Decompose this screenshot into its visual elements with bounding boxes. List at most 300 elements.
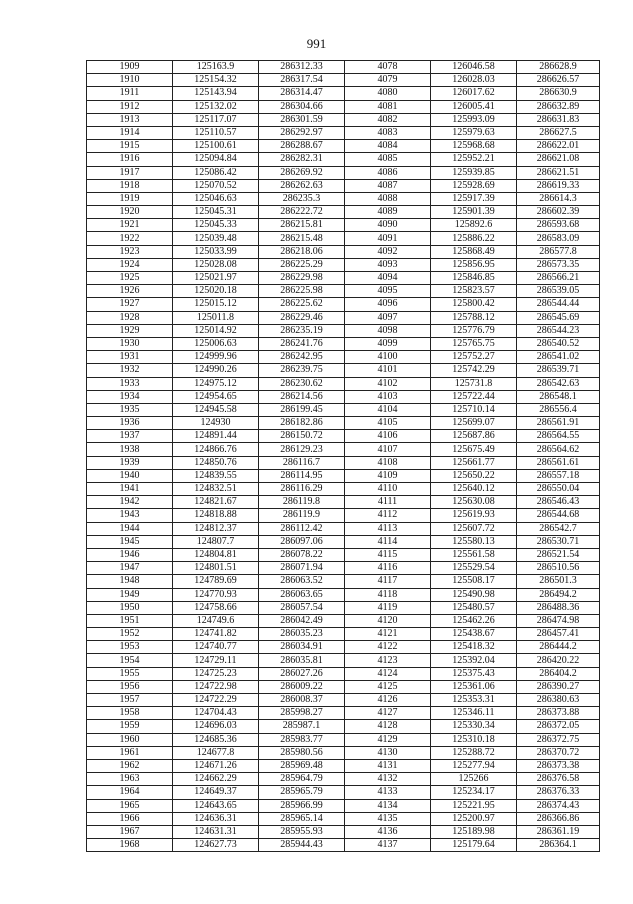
- table-cell: 1941: [87, 483, 173, 496]
- table-cell: 286057.54: [259, 601, 345, 614]
- table-cell: 1932: [87, 364, 173, 377]
- table-cell: 126005.41: [431, 100, 517, 113]
- table-cell: 124812.37: [173, 522, 259, 535]
- table-cell: 124945.58: [173, 403, 259, 416]
- table-cell: 1911: [87, 87, 173, 100]
- table-cell: 1944: [87, 522, 173, 535]
- table-cell: 125856.95: [431, 258, 517, 271]
- table-cell: 286573.35: [517, 258, 600, 271]
- table-cell: 286564.62: [517, 443, 600, 456]
- table-cell: 1948: [87, 575, 173, 588]
- table-row: [87, 654, 600, 667]
- table-cell: 286457.41: [517, 628, 600, 641]
- table-row: [87, 812, 600, 825]
- table-cell: 286008.37: [259, 694, 345, 707]
- table-cell: 124740.77: [173, 641, 259, 654]
- table-cell: 286550.04: [517, 483, 600, 496]
- table-cell: 1916: [87, 153, 173, 166]
- table-cell: 1927: [87, 298, 173, 311]
- table-cell: 286444.2: [517, 641, 600, 654]
- table-cell: 286288.67: [259, 140, 345, 153]
- table-row: [87, 337, 600, 350]
- table-cell: 286027.26: [259, 667, 345, 680]
- table-cell: 286583.09: [517, 232, 600, 245]
- table-cell: 285969.48: [259, 759, 345, 772]
- table-cell: 125722.44: [431, 390, 517, 403]
- table-cell: 286577.8: [517, 245, 600, 258]
- table-row: [87, 153, 600, 166]
- table-cell: 124631.31: [173, 825, 259, 838]
- table-cell: 286390.27: [517, 680, 600, 693]
- table-cell: 286241.76: [259, 337, 345, 350]
- table-cell: 4129: [345, 733, 431, 746]
- table-cell: 1929: [87, 324, 173, 337]
- table-cell: 4117: [345, 575, 431, 588]
- table-cell: 286521.54: [517, 548, 600, 561]
- table-cell: 1934: [87, 390, 173, 403]
- table-cell: 1912: [87, 100, 173, 113]
- table-cell: 125952.21: [431, 153, 517, 166]
- table-cell: 286009.22: [259, 680, 345, 693]
- table-cell: 286116.7: [259, 456, 345, 469]
- table-cell: 286262.63: [259, 179, 345, 192]
- table-cell: 125310.18: [431, 733, 517, 746]
- table-cell: 285987.1: [259, 720, 345, 733]
- table-cell: 4120: [345, 614, 431, 627]
- table-cell: 124954.65: [173, 390, 259, 403]
- table-cell: 125823.57: [431, 285, 517, 298]
- table-row: [87, 126, 600, 139]
- table-cell: 125490.98: [431, 588, 517, 601]
- table-cell: 4094: [345, 272, 431, 285]
- table-cell: 1961: [87, 746, 173, 759]
- table-row: [87, 548, 600, 561]
- table-cell: 4116: [345, 562, 431, 575]
- table-cell: 286129.23: [259, 443, 345, 456]
- table-cell: 125619.93: [431, 509, 517, 522]
- table-cell: 286078.22: [259, 548, 345, 561]
- table-cell: 1952: [87, 628, 173, 641]
- table-cell: 4084: [345, 140, 431, 153]
- table-cell: 286374.43: [517, 799, 600, 812]
- table-cell: 286063.52: [259, 575, 345, 588]
- table-cell: 286372.75: [517, 733, 600, 746]
- table-cell: 285965.14: [259, 812, 345, 825]
- table-cell: 1917: [87, 166, 173, 179]
- table-cell: 125699.07: [431, 417, 517, 430]
- table-cell: 286564.55: [517, 430, 600, 443]
- table-cell: 1920: [87, 206, 173, 219]
- table-cell: 4083: [345, 126, 431, 139]
- table-cell: 286627.5: [517, 126, 600, 139]
- table-cell: 286494.2: [517, 588, 600, 601]
- coordinates-table-body: [87, 61, 600, 852]
- table-cell: 125418.32: [431, 641, 517, 654]
- table-cell: 1918: [87, 179, 173, 192]
- table-cell: 1967: [87, 825, 173, 838]
- table-cell: 125143.94: [173, 87, 259, 100]
- table-row: [87, 667, 600, 680]
- table-cell: 286628.9: [517, 61, 600, 74]
- table-row: [87, 614, 600, 627]
- table-row: [87, 535, 600, 548]
- table-cell: 286373.88: [517, 707, 600, 720]
- table-cell: 286622.01: [517, 140, 600, 153]
- table-cell: 4079: [345, 74, 431, 87]
- table-cell: 124839.55: [173, 469, 259, 482]
- table-cell: 125234.17: [431, 786, 517, 799]
- table-cell: 4121: [345, 628, 431, 641]
- table-cell: 286561.91: [517, 417, 600, 430]
- table-cell: 286215.81: [259, 219, 345, 232]
- table-cell: 4135: [345, 812, 431, 825]
- table-cell: 125917.39: [431, 192, 517, 205]
- table-cell: 1937: [87, 430, 173, 443]
- table-cell: 125011.8: [173, 311, 259, 324]
- table-cell: 286116.29: [259, 483, 345, 496]
- table-cell: 124722.98: [173, 680, 259, 693]
- table-row: [87, 443, 600, 456]
- table-cell: 125375.43: [431, 667, 517, 680]
- table-cell: 124749.6: [173, 614, 259, 627]
- table-cell: 125221.95: [431, 799, 517, 812]
- table-cell: 286215.48: [259, 232, 345, 245]
- table-cell: 125039.48: [173, 232, 259, 245]
- table-cell: 125640.12: [431, 483, 517, 496]
- table-cell: 125529.54: [431, 562, 517, 575]
- table-cell: 286035.81: [259, 654, 345, 667]
- table-cell: 286225.62: [259, 298, 345, 311]
- table-cell: 285980.56: [259, 746, 345, 759]
- table-row: [87, 496, 600, 509]
- table-row: [87, 456, 600, 469]
- table-cell: 1921: [87, 219, 173, 232]
- table-row: [87, 575, 600, 588]
- table-cell: 125742.29: [431, 364, 517, 377]
- table-row: [87, 232, 600, 245]
- table-row: [87, 74, 600, 87]
- table-cell: 4130: [345, 746, 431, 759]
- table-cell: 125939.85: [431, 166, 517, 179]
- table-cell: 124770.93: [173, 588, 259, 601]
- table-cell: 4128: [345, 720, 431, 733]
- table-cell: 4080: [345, 87, 431, 100]
- table-cell: 286404.2: [517, 667, 600, 680]
- table-row: [87, 192, 600, 205]
- table-cell: 124789.69: [173, 575, 259, 588]
- table-cell: 125015.12: [173, 298, 259, 311]
- table-cell: 125580.13: [431, 535, 517, 548]
- table-cell: 286545.69: [517, 311, 600, 324]
- table-cell: 125288.72: [431, 746, 517, 759]
- table-cell: 1909: [87, 61, 173, 74]
- table-cell: 4103: [345, 390, 431, 403]
- table-cell: 125788.12: [431, 311, 517, 324]
- table-cell: 4123: [345, 654, 431, 667]
- table-cell: 1955: [87, 667, 173, 680]
- table-cell: 286614.3: [517, 192, 600, 205]
- table-cell: 286561.61: [517, 456, 600, 469]
- table-cell: 285998.27: [259, 707, 345, 720]
- table-cell: 125117.07: [173, 113, 259, 126]
- table-cell: 286546.43: [517, 496, 600, 509]
- table-cell: 1925: [87, 272, 173, 285]
- table-cell: 1968: [87, 839, 173, 852]
- table-cell: 1959: [87, 720, 173, 733]
- table-row: [87, 773, 600, 786]
- table-cell: 125361.06: [431, 680, 517, 693]
- table-cell: 285964.79: [259, 773, 345, 786]
- table-cell: 125006.63: [173, 337, 259, 350]
- table-cell: 4088: [345, 192, 431, 205]
- table-cell: 124729.11: [173, 654, 259, 667]
- table-row: [87, 258, 600, 271]
- table-cell: 1950: [87, 601, 173, 614]
- table-cell: 286602.39: [517, 206, 600, 219]
- table-cell: 286541.02: [517, 351, 600, 364]
- table-cell: 286540.52: [517, 337, 600, 350]
- table-cell: 125800.42: [431, 298, 517, 311]
- table-cell: 125776.79: [431, 324, 517, 337]
- table-cell: 286376.58: [517, 773, 600, 786]
- table-cell: 124671.26: [173, 759, 259, 772]
- table-row: [87, 694, 600, 707]
- table-cell: 4107: [345, 443, 431, 456]
- table-cell: 4124: [345, 667, 431, 680]
- table-cell: 124804.81: [173, 548, 259, 561]
- table-cell: 1962: [87, 759, 173, 772]
- table-cell: 1924: [87, 258, 173, 271]
- table-row: [87, 483, 600, 496]
- table-cell: 126017.62: [431, 87, 517, 100]
- table-row: [87, 562, 600, 575]
- table-cell: 4095: [345, 285, 431, 298]
- table-cell: 124975.12: [173, 377, 259, 390]
- table-cell: 1910: [87, 74, 173, 87]
- table-cell: 1965: [87, 799, 173, 812]
- table-cell: 1947: [87, 562, 173, 575]
- table-row: [87, 166, 600, 179]
- page-number: 991: [306, 36, 327, 51]
- table-cell: 4096: [345, 298, 431, 311]
- table-cell: 286097.06: [259, 535, 345, 548]
- table-cell: 124866.76: [173, 443, 259, 456]
- table-cell: 286474.98: [517, 614, 600, 627]
- table-cell: 125846.85: [431, 272, 517, 285]
- table-cell: 124685.36: [173, 733, 259, 746]
- table-cell: 4114: [345, 535, 431, 548]
- table-cell: 124801.51: [173, 562, 259, 575]
- table-cell: 4112: [345, 509, 431, 522]
- table-cell: 124649.37: [173, 786, 259, 799]
- table-cell: 286312.33: [259, 61, 345, 74]
- table-cell: 286530.71: [517, 535, 600, 548]
- table-cell: 125438.67: [431, 628, 517, 641]
- table-row: [87, 140, 600, 153]
- table-cell: 286626.57: [517, 74, 600, 87]
- table-cell: 286314.47: [259, 87, 345, 100]
- table-row: [87, 746, 600, 759]
- table-cell: 286035.23: [259, 628, 345, 641]
- table-cell: 286150.72: [259, 430, 345, 443]
- table-cell: 1938: [87, 443, 173, 456]
- table-cell: 1936: [87, 417, 173, 430]
- table-cell: 1915: [87, 140, 173, 153]
- table-cell: 125993.09: [431, 113, 517, 126]
- table-cell: 125968.68: [431, 140, 517, 153]
- table-cell: 1933: [87, 377, 173, 390]
- table-row: [87, 680, 600, 693]
- table-row: [87, 628, 600, 641]
- table-cell: 125132.02: [173, 100, 259, 113]
- table-cell: 4110: [345, 483, 431, 496]
- table-cell: 286364.1: [517, 839, 600, 852]
- table-row: [87, 377, 600, 390]
- table-cell: 1945: [87, 535, 173, 548]
- table-cell: 1943: [87, 509, 173, 522]
- table-cell: 125014.92: [173, 324, 259, 337]
- table-row: [87, 219, 600, 232]
- table-cell: 4113: [345, 522, 431, 535]
- table-cell: 4085: [345, 153, 431, 166]
- table-cell: 285966.99: [259, 799, 345, 812]
- table-cell: 125561.58: [431, 548, 517, 561]
- table-cell: 1940: [87, 469, 173, 482]
- table-cell: 124725.23: [173, 667, 259, 680]
- table-cell: 4106: [345, 430, 431, 443]
- table-cell: 125021.97: [173, 272, 259, 285]
- table-cell: 126046.58: [431, 61, 517, 74]
- table-cell: 1966: [87, 812, 173, 825]
- table-cell: 1926: [87, 285, 173, 298]
- table-cell: 286269.92: [259, 166, 345, 179]
- table-cell: 1931: [87, 351, 173, 364]
- table-cell: 4115: [345, 548, 431, 561]
- table-cell: 125094.84: [173, 153, 259, 166]
- table-cell: 1942: [87, 496, 173, 509]
- table-row: [87, 351, 600, 364]
- table-cell: 124722.29: [173, 694, 259, 707]
- table-cell: 286218.06: [259, 245, 345, 258]
- table-cell: 1928: [87, 311, 173, 324]
- table-cell: 4090: [345, 219, 431, 232]
- table-cell: 4104: [345, 403, 431, 416]
- table-cell: 286182.86: [259, 417, 345, 430]
- table-cell: 124662.29: [173, 773, 259, 786]
- table-cell: 125028.08: [173, 258, 259, 271]
- table-cell: 286420.22: [517, 654, 600, 667]
- table-cell: 286366.86: [517, 812, 600, 825]
- table-cell: 286229.46: [259, 311, 345, 324]
- table-cell: 1930: [87, 337, 173, 350]
- table-cell: 286282.31: [259, 153, 345, 166]
- table-cell: 4134: [345, 799, 431, 812]
- table-cell: 286225.29: [259, 258, 345, 271]
- table-cell: 124999.96: [173, 351, 259, 364]
- table-cell: 4118: [345, 588, 431, 601]
- table-cell: 286544.23: [517, 324, 600, 337]
- table-cell: 124704.43: [173, 707, 259, 720]
- table-cell: 124758.66: [173, 601, 259, 614]
- table-cell: 4092: [345, 245, 431, 258]
- table-cell: 286544.68: [517, 509, 600, 522]
- table-cell: 1949: [87, 588, 173, 601]
- table-cell: 286222.72: [259, 206, 345, 219]
- table-cell: 4126: [345, 694, 431, 707]
- table-cell: 4078: [345, 61, 431, 74]
- table-row: [87, 839, 600, 852]
- table-row: [87, 522, 600, 535]
- table-cell: 286235.19: [259, 324, 345, 337]
- table-cell: 286619.33: [517, 179, 600, 192]
- table-row: [87, 179, 600, 192]
- table-cell: 1963: [87, 773, 173, 786]
- table-cell: 1958: [87, 707, 173, 720]
- table-cell: 286114.95: [259, 469, 345, 482]
- table-cell: 1935: [87, 403, 173, 416]
- table-cell: 286557.18: [517, 469, 600, 482]
- table-cell: 285955.93: [259, 825, 345, 838]
- table-row: [87, 641, 600, 654]
- table-cell: 125710.14: [431, 403, 517, 416]
- table-cell: 124850.76: [173, 456, 259, 469]
- table-cell: 125868.49: [431, 245, 517, 258]
- table-cell: 286199.45: [259, 403, 345, 416]
- table-cell: 4127: [345, 707, 431, 720]
- table-cell: 4119: [345, 601, 431, 614]
- table-cell: 286621.08: [517, 153, 600, 166]
- table-row: [87, 733, 600, 746]
- table-cell: 125110.57: [173, 126, 259, 139]
- table-cell: 286119.8: [259, 496, 345, 509]
- table-cell: 286501.3: [517, 575, 600, 588]
- table-cell: 286042.49: [259, 614, 345, 627]
- table-row: [87, 285, 600, 298]
- table-cell: 125100.61: [173, 140, 259, 153]
- table-cell: 125045.31: [173, 206, 259, 219]
- table-cell: 125508.17: [431, 575, 517, 588]
- table-cell: 4097: [345, 311, 431, 324]
- table-cell: 286556.4: [517, 403, 600, 416]
- table-cell: 124636.31: [173, 812, 259, 825]
- table-cell: 125462.26: [431, 614, 517, 627]
- table-cell: 125607.72: [431, 522, 517, 535]
- table-cell: 125752.27: [431, 351, 517, 364]
- table-cell: 4131: [345, 759, 431, 772]
- table-cell: 286542.7: [517, 522, 600, 535]
- table-cell: 286229.98: [259, 272, 345, 285]
- table-row: [87, 799, 600, 812]
- table-cell: 124696.03: [173, 720, 259, 733]
- table-cell: 4086: [345, 166, 431, 179]
- table-cell: 286539.71: [517, 364, 600, 377]
- table-cell: 4102: [345, 377, 431, 390]
- table-cell: 286632.89: [517, 100, 600, 113]
- table-cell: 4136: [345, 825, 431, 838]
- table-cell: 1939: [87, 456, 173, 469]
- table-row: [87, 825, 600, 838]
- table-cell: 124821.67: [173, 496, 259, 509]
- table-cell: 286317.54: [259, 74, 345, 87]
- table-cell: 286063.65: [259, 588, 345, 601]
- table-cell: 125266: [431, 773, 517, 786]
- table-cell: 4091: [345, 232, 431, 245]
- table-cell: 124891.44: [173, 430, 259, 443]
- table-row: [87, 759, 600, 772]
- table-cell: 286372.05: [517, 720, 600, 733]
- table-cell: 1946: [87, 548, 173, 561]
- table-row: [87, 324, 600, 337]
